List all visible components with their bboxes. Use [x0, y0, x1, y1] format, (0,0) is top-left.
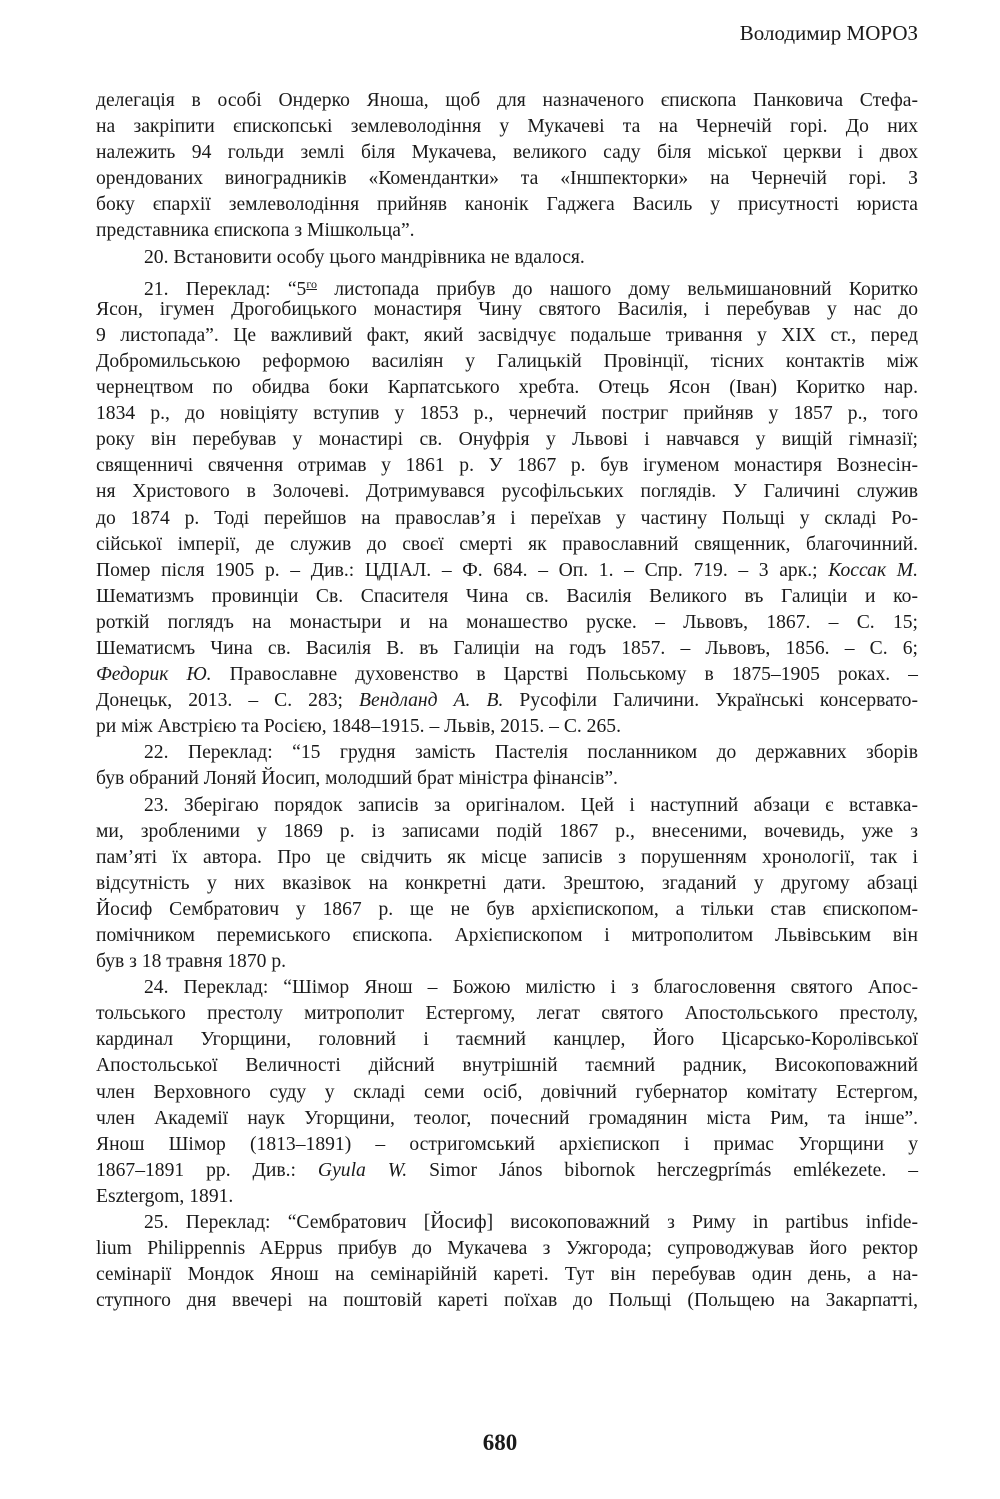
- text-line: Апостольської Величності дійсний внутрішній таємний радник, Високоповажний: [96, 1055, 918, 1077]
- text-line: 1834 р., до новіціяту вступив у 1853 р., чернечий постриг прийняв у 1857 р., того: [96, 403, 918, 425]
- text-line: боку єпархії землеволодіння прийняв канонік Гаджега Василь у присутності юриста: [96, 194, 918, 216]
- text-line: був обраний Лоняй Йосип, молодший брат міністра фінансів”.: [96, 768, 618, 790]
- text-line: 9 листопада”. Це важливий факт, який засвідчує подальше тривання у ХІХ ст., перед: [96, 324, 918, 346]
- text-line: року він перебував у монастирі св. Онуфрія у Львові і навчався у вищій гімназії;: [96, 429, 918, 451]
- text-line: пам’яті їх автора. Про це свідчить як місце записів з порушенням хронології, так і: [96, 846, 918, 868]
- text-line: ри між Австрією та Росією, 1848–1915. – Львів, 2015. – С. 265.: [96, 716, 621, 738]
- text-line: кардинал Угорщини, головний і таємний канцлер, Його Цісарсько-Королівської: [96, 1029, 918, 1051]
- text-fragment: Помер після 1905 р. – Див.: ЦДІАЛ. – Ф. 684. – Оп. 1. – Спр. 719. – 3 арк.;: [96, 559, 829, 581]
- author-name-italic: Федорик Ю.: [96, 664, 212, 686]
- text-line: 25. Переклад: “Сембратович [Йосиф] високоповажний з Риму in partibus infide-: [144, 1212, 918, 1234]
- footnote-25: [96, 1210, 918, 1314]
- text-line: Янош Шімор (1813–1891) – остригомський архієпископ і примас Угорщини у: [96, 1133, 918, 1155]
- footnote-continuation: [96, 88, 918, 245]
- text-fragment: Simor János bibornok herczegprímás emlékezete. –: [407, 1159, 918, 1181]
- footnote-22: [96, 740, 918, 792]
- footnote-20: [96, 245, 918, 271]
- author-name-italic: Gyula W.: [317, 1159, 408, 1181]
- text-line: Йосиф Сембратович у 1867 р. ще не був архієпископом, а тільки став єпископом-: [96, 898, 918, 920]
- text-fragment: 21. Переклад: “5: [144, 278, 307, 300]
- text-line: представника єпископа з Мішкольца”.: [96, 220, 415, 242]
- text-line: [96, 558, 918, 584]
- text-line: [96, 688, 918, 714]
- text-line: орендованих виноградників «Комендантки» та «Іншпекторки» на Чернечій горі. З: [96, 168, 918, 190]
- text-line: Шематизмъ провинціи Св. Спасителя Чина св. Василія Великого въ Галиціи и ко-: [96, 585, 918, 607]
- text-line: чернецтвом по обидва боки Карпатського хребта. Отець Ясон (Іван) Коритко нар.: [96, 377, 918, 399]
- text-line: ня Христового в Золочеві. Дотримувався русофільських поглядів. У Галичині служив: [96, 481, 918, 503]
- text-line: 22. Переклад: “15 грудня замість Пастелія посланником до державних зборів: [144, 742, 918, 764]
- text-line: роткій поглядъ на монастыри и на монашество руске. – Львовъ, 1867. – С. 15;: [96, 611, 918, 633]
- text-line: Добромильською реформою василіян у Галицькій Провінції, тісних контактів між: [96, 350, 918, 372]
- text-line: належить 94 гольди землі біля Мукачева, великого саду біля міської церкви і двох: [96, 142, 918, 164]
- text-line: ми, зробленими у 1869 р. із записами подій 1867 р., внесеними, вочевидь, уже з: [96, 820, 918, 842]
- text-fragment: 1867–1891 рр. Див.:: [96, 1159, 318, 1181]
- text-line: 20. Встановити особу цього мандрівника не вдалося.: [144, 246, 585, 268]
- text-line: семінарії Мондок Янош на семінарійній кареті. Тут він перебував один день, а на-: [96, 1264, 918, 1286]
- text-line: Шематисмъ Чина св. Василія В. въ Галиціи на годъ 1857. – Львовъ, 1856. – С. 6;: [96, 637, 918, 659]
- text-line: 24. Переклад: “Шімор Янош – Божою милістю і з благословення святого Апос-: [144, 977, 918, 999]
- author-name-italic: Коссак М.: [828, 559, 919, 581]
- text-line: був з 18 травня 1870 р.: [96, 951, 287, 973]
- text-line: сійської імперії, де служив до своєї смерті як православний священник, благочинний.: [96, 533, 918, 555]
- text-line: делегація в особі Ондерко Яноша, щоб для назначеного єпископа Панковича Стефа-: [96, 90, 918, 111]
- text-line: член Академії наук Угорщини, теолог, почесний громадянин міста Рим, та інше”.: [96, 1107, 918, 1129]
- footnote-24: [96, 975, 918, 1210]
- text-line: ступного дня ввечері на поштовій кареті поїхав до Польщі (Польщею на Закарпатті,: [96, 1290, 918, 1312]
- footnotes-body: [96, 88, 918, 1314]
- text-fragment: Донецьк, 2013. – С. 283;: [96, 690, 360, 712]
- text-line: священничі свячення отримав у 1861 р. У 1867 р. був ігуменом монастиря Вознесін-: [96, 455, 918, 477]
- text-line: член Верховного суду у складі семи осіб, довічний губернатор комітату Естергом,: [96, 1081, 918, 1103]
- footnote-23: [96, 793, 918, 976]
- text-line: [96, 1158, 918, 1184]
- page-number: 680: [482, 1430, 518, 1455]
- running-header-author: Володимир МОРОЗ: [739, 21, 918, 45]
- text-line: помічником перемиського єпископа. Архієпископом і митрополитом Львівським він: [96, 925, 918, 946]
- text-fragment: листопада прибув до нашого дому вельмишановний Коритко: [316, 278, 918, 300]
- text-fragment: Русофіли Галичини. Українські консервато-: [503, 690, 918, 712]
- text-line: Ясон, ігумен Дрогобицького монастиря Чину святого Василія, і перебував у нас до: [96, 298, 918, 320]
- text-fragment: Православне духовенство в Царстві Польському в 1875–1905 роках. –: [211, 664, 918, 686]
- text-line: [96, 271, 918, 300]
- author-name-italic: Вендланд А. В.: [359, 690, 504, 712]
- text-line: до 1874 р. Тоді перейшов на православ’я і переїхав у частину Польщі у складі Ро-: [96, 507, 918, 529]
- text-line: 23. Зберігаю порядок записів за оригіналом. Цей і наступний абзаци є вставка-: [144, 794, 918, 816]
- text-line: відсутність у них вказівок на конкретні дати. Зрештою, згаданий у другому абзаці: [96, 872, 918, 894]
- text-line: тольського престолу митрополит Естергому, легат святого Апостольського престолу,: [96, 1003, 918, 1025]
- superscript-ordinal: го: [306, 276, 317, 291]
- footnote-21: [96, 271, 918, 741]
- text-line: Esztergom, 1891.: [96, 1185, 234, 1207]
- text-line: [96, 662, 918, 688]
- text-line: lium Philippennis AEppus прибув до Мукачева з Ужгорода; супроводжував його ректор: [96, 1238, 918, 1260]
- text-line: на закріпити єпископські землеволодіння у Мукачеві та на Чернечій горі. До них: [96, 116, 918, 138]
